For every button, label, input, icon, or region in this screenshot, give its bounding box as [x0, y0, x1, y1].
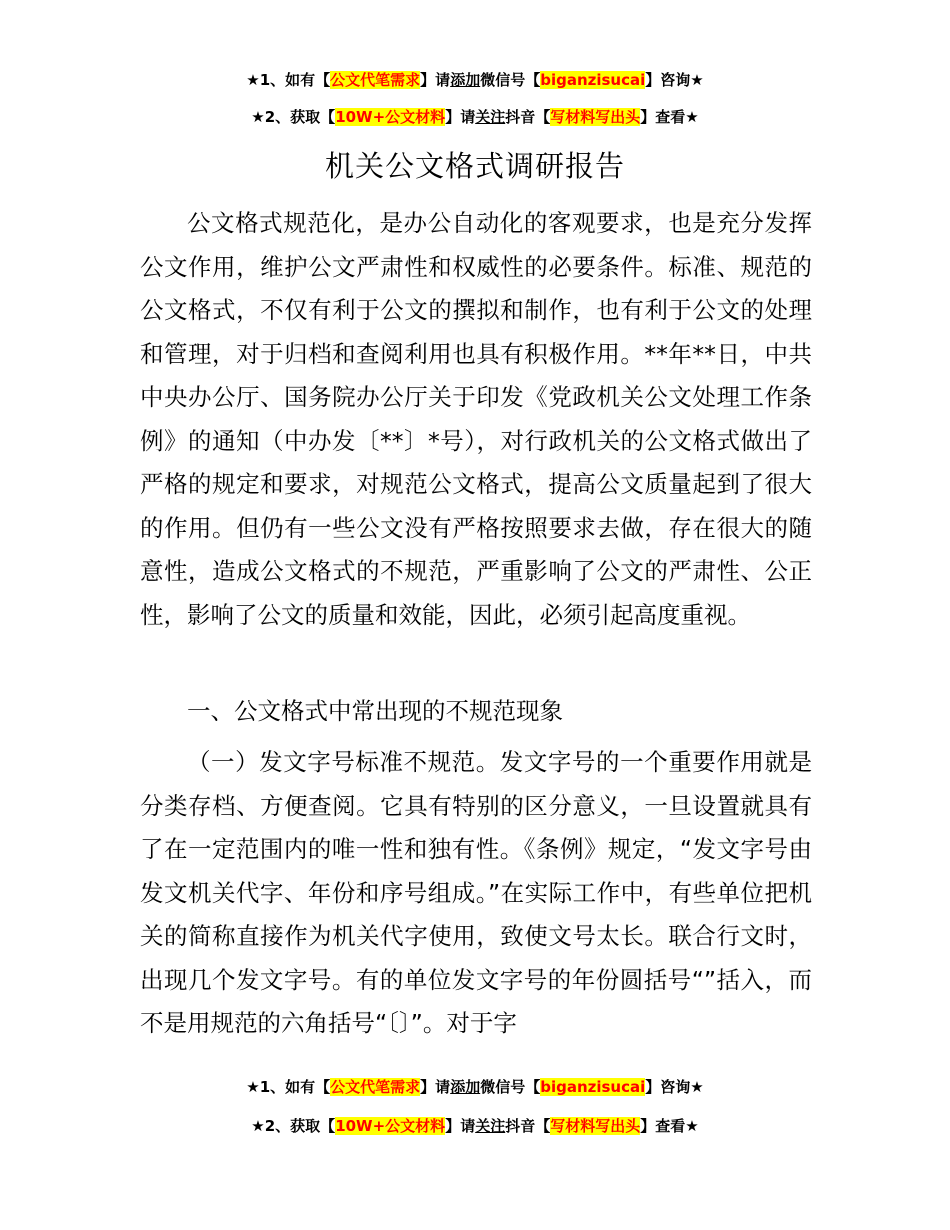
highlight-douyin-account: 写材料写出头	[550, 108, 641, 126]
banner-prefix: ★1、如有【	[246, 71, 331, 89]
banner-prefix: ★2、获取【	[251, 1117, 336, 1135]
banner-text: 抖音【	[505, 108, 551, 126]
footer-banner-line1	[0, 1076, 950, 1098]
banner-suffix: 】咨询★	[645, 1078, 704, 1096]
banner-text: 】请	[445, 108, 476, 126]
underlined-add: 添加	[450, 71, 481, 89]
underlined-add: 添加	[450, 1078, 481, 1096]
underlined-follow: 关注	[475, 108, 506, 126]
highlight-wechat-id: biganzisucai	[540, 71, 646, 89]
banner-prefix: ★2、获取【	[251, 108, 336, 126]
header-banner-line2	[0, 106, 950, 128]
banner-suffix: 】咨询★	[645, 71, 704, 89]
highlight-douyin-account: 写材料写出头	[550, 1117, 641, 1135]
body-paragraph-2: （一）发文字号标准不规范。发文字号的一个重要作用就是分类存档、方便查阅。它具有特别的区分意义，一旦设置就具有了在一定范围内的唯一性和独有性。《条例》规定，“发文字号由发文机关代字、年份和序号组成。”在实际工作中，有些单位把机关的简称直接作为机关代字使用，致使文号太长。联合行文时，出现几个发文字号。有的单位发文字号的年份圆括号“”括入，而不是用规范的六角括号“〔〕”。对于字	[140, 748, 812, 1037]
body-paragraph-1: 公文格式规范化，是办公自动化的客观要求，也是充分发挥公文作用，维护公文严肃性和权威性的必要条件。标准、规范的公文格式，不仅有利于公文的撰拟和制作，也有利于公文的处理和管理，对于归档和查阅利用也具有积极作用。**年**日，中共中央办公厅、国务院办公厅关于印发《党政机关公文处理工作条例》的通知（中办发〔**〕*号），对行政机关的公文格式做出了严格的规定和要求，对规范公文格式，提高公文质量起到了很大的作用。但仍有一些公文没有严格按照要求去做，存在很大的随意性，造成公文格式的不规范，严重影响了公文的严肃性、公正性，影响了公文的质量和效能，因此，必须引起高度重视。	[140, 209, 812, 629]
highlight-wechat-id: biganzisucai	[540, 1078, 646, 1096]
highlight-ghostwriting: 公文代笔需求	[330, 71, 421, 89]
banner-text: 抖音【	[505, 1117, 551, 1135]
banner-suffix: 】查看★	[640, 108, 699, 126]
banner-suffix: 】查看★	[640, 1117, 699, 1135]
highlight-materials: 10W+公文材料	[335, 1117, 446, 1135]
footer-banner-line2	[0, 1115, 950, 1137]
section-heading-1: 一、公文格式中常出现的不规范现象	[187, 697, 563, 725]
document-title: 机关公文格式调研报告	[324, 149, 625, 183]
banner-text: 微信号【	[480, 71, 541, 89]
banner-text: 微信号【	[480, 1078, 541, 1096]
highlight-materials: 10W+公文材料	[335, 108, 446, 126]
highlight-ghostwriting: 公文代笔需求	[330, 1078, 421, 1096]
banner-text: 】请	[445, 1117, 476, 1135]
banner-text: 】请	[420, 71, 451, 89]
banner-text: 】请	[420, 1078, 451, 1096]
header-banner-line1	[0, 69, 950, 91]
underlined-follow: 关注	[475, 1117, 506, 1135]
banner-prefix: ★1、如有【	[246, 1078, 331, 1096]
